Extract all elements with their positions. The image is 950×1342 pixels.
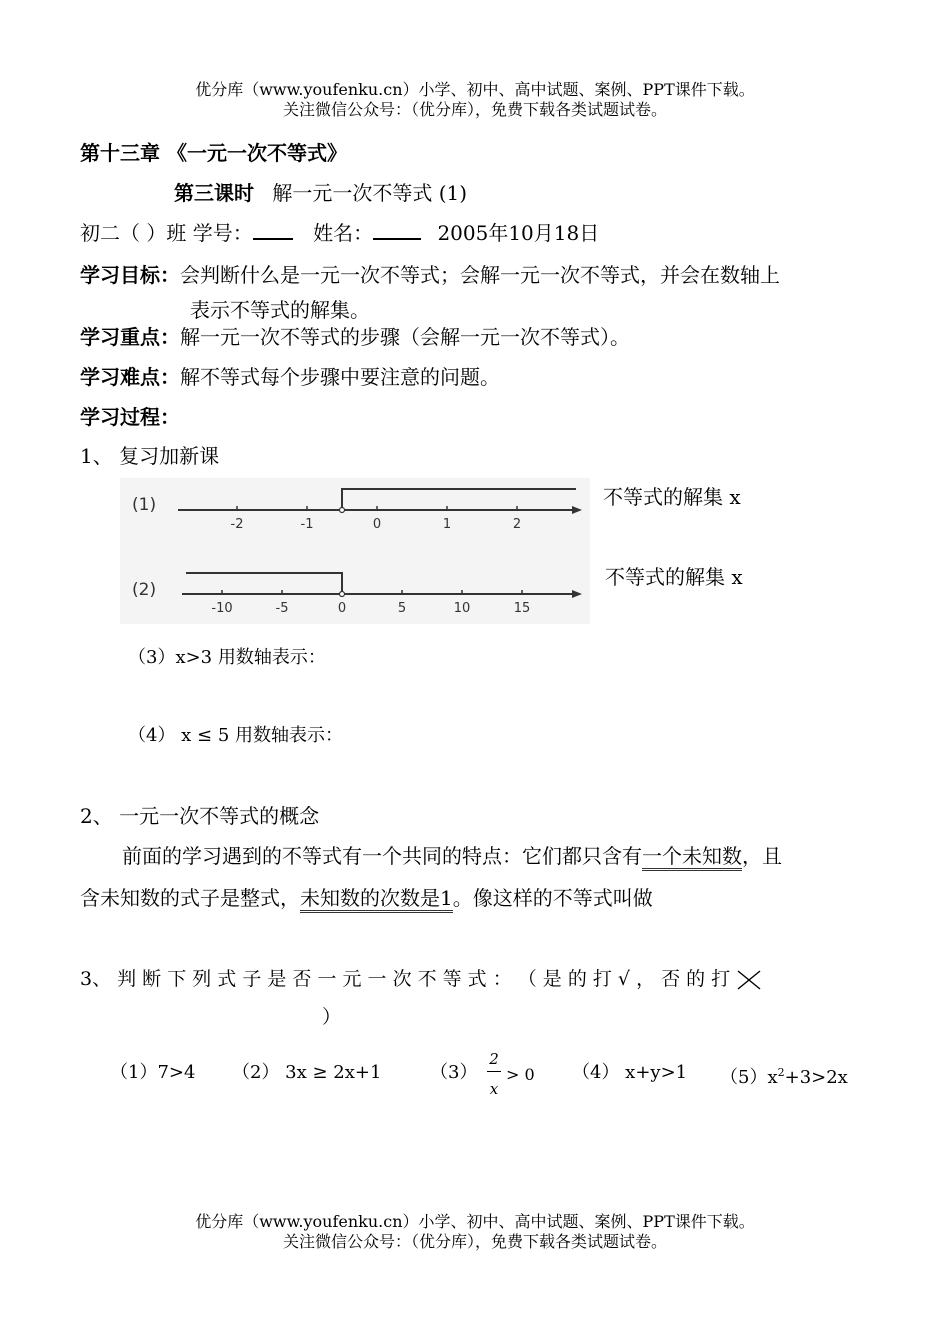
name-label: 姓名： — [313, 221, 374, 245]
key-phrase-degree-one: 未知数的次数是1 — [300, 886, 453, 913]
expr-1: （1）7>4 — [110, 1062, 196, 1083]
objectives-line-1 — [80, 262, 780, 288]
expr-3-rest: > 0 — [506, 1065, 535, 1084]
axis1-open-point — [340, 508, 345, 513]
header-line-1: 优分库（www.youfenku.cn）小学、初中、高中试题、案例、PPT课件下载。 — [195, 80, 755, 99]
expr-2: （2） 3x ≥ 2x+1 — [232, 1062, 382, 1083]
section2-heading: 2、 一元一次不等式的概念 — [80, 804, 320, 828]
axis2-label: (2) — [132, 580, 157, 600]
expr-5-exponent: 2 — [777, 1066, 785, 1079]
axis1-tick-label: 0 — [372, 517, 382, 532]
expr-5-base: （5）x — [720, 1067, 778, 1088]
difficulties-label: 学习难点： — [80, 365, 180, 389]
number-line-figure — [120, 478, 590, 624]
expr-5 — [720, 1061, 848, 1090]
axis2-tick-label: 15 — [513, 601, 531, 616]
key-points-label: 学习重点： — [80, 325, 180, 349]
axis1-tick-label: 2 — [512, 517, 522, 532]
objectives-text-1: 会判断什么是一元一次不等式；会解一元一次不等式，并会在数轴上 — [180, 263, 780, 287]
student-number-blank[interactable] — [253, 220, 293, 240]
key-points-text: 解一元一次不等式的步骤（会解一元一次不等式）。 — [180, 325, 630, 349]
axis2-tick-label: 10 — [453, 601, 471, 616]
axis2-tick-label: 0 — [337, 601, 347, 616]
axis1-tick-label: 1 — [442, 517, 452, 532]
cross-mark-icon — [736, 969, 762, 991]
footer-line-2: 关注微信公众号：（优分库），免费下载各类试题试卷。 — [282, 1232, 667, 1251]
key-points-row — [80, 324, 630, 350]
footer-line-1: 优分库（www.youfenku.cn）小学、初中、高中试题、案例、PPT课件下载。 — [195, 1212, 755, 1231]
item4: （4） x ≤ 5 用数轴表示： — [128, 725, 344, 746]
item3: （3）x>3 用数轴表示： — [128, 647, 326, 668]
concept-paragraph-line-1 — [122, 843, 782, 869]
class-number-label: 初二（ ）班 学号： — [80, 221, 253, 245]
axis2-open-point — [340, 592, 345, 597]
difficulties-row — [80, 364, 500, 390]
concept-text-2: ，且 — [742, 844, 782, 868]
concept-text-3: 含未知数的式子是整式， — [80, 886, 300, 910]
axis2-tick-label: 5 — [397, 601, 407, 616]
concept-text-4: 。像这样的不等式叫做 — [452, 886, 653, 910]
concept-text-1: 前面的学习遇到的不等式有一个共同的特点：它们都只含有 — [122, 844, 642, 868]
axis2-tick-label: -5 — [275, 601, 289, 616]
lesson-title-row — [174, 180, 467, 206]
axis1-label: (1) — [132, 495, 157, 515]
key-phrase-one-unknown: 一个未知数 — [642, 844, 742, 871]
concept-paragraph-line-2 — [80, 885, 653, 911]
expr-5-rest: +3>2x — [784, 1067, 848, 1088]
axis2-caption: 不等式的解集 x — [605, 565, 743, 589]
section3-closing: ） — [322, 1006, 342, 1028]
difficulties-text: 解不等式每个步骤中要注意的问题。 — [180, 365, 500, 389]
fraction-numerator: 2 — [489, 1050, 499, 1068]
fraction-bar — [487, 1071, 501, 1072]
lesson-label: 第三课时 — [174, 181, 254, 205]
process-label: 学习过程： — [80, 405, 180, 429]
axis1-caption: 不等式的解集 x — [603, 485, 741, 509]
fraction-denominator: x — [489, 1080, 499, 1098]
axis2-tick-label: -10 — [211, 601, 233, 616]
header-line-2: 关注微信公众号：（优分库），免费下载各类试题试卷。 — [282, 100, 667, 119]
axis1-tick-label: -1 — [300, 517, 314, 532]
expr-3-label: （3） — [430, 1062, 478, 1083]
lesson-title: 解一元一次不等式 (1) — [272, 181, 468, 205]
expr-4: （4） x+y>1 — [572, 1062, 688, 1083]
date: 2005年10月18日 — [437, 221, 600, 245]
axis1-tick-label: -2 — [230, 517, 244, 532]
student-info-row — [80, 220, 599, 246]
objectives-text-2: 表示不等式的解集。 — [190, 298, 370, 322]
chapter-title: 第十三章 《一元一次不等式》 — [80, 141, 347, 165]
objectives-label: 学习目标： — [80, 263, 180, 287]
section1-heading: 1、 复习加新课 — [80, 444, 220, 468]
section3-heading-row — [80, 966, 762, 992]
section3-heading: 3、 判 断 下 列 式 子 是 否 一 元 一 次 不 等 式 ： （ 是 的 打 √ ， 否 的 打 — [80, 968, 731, 990]
name-blank[interactable] — [373, 220, 421, 240]
